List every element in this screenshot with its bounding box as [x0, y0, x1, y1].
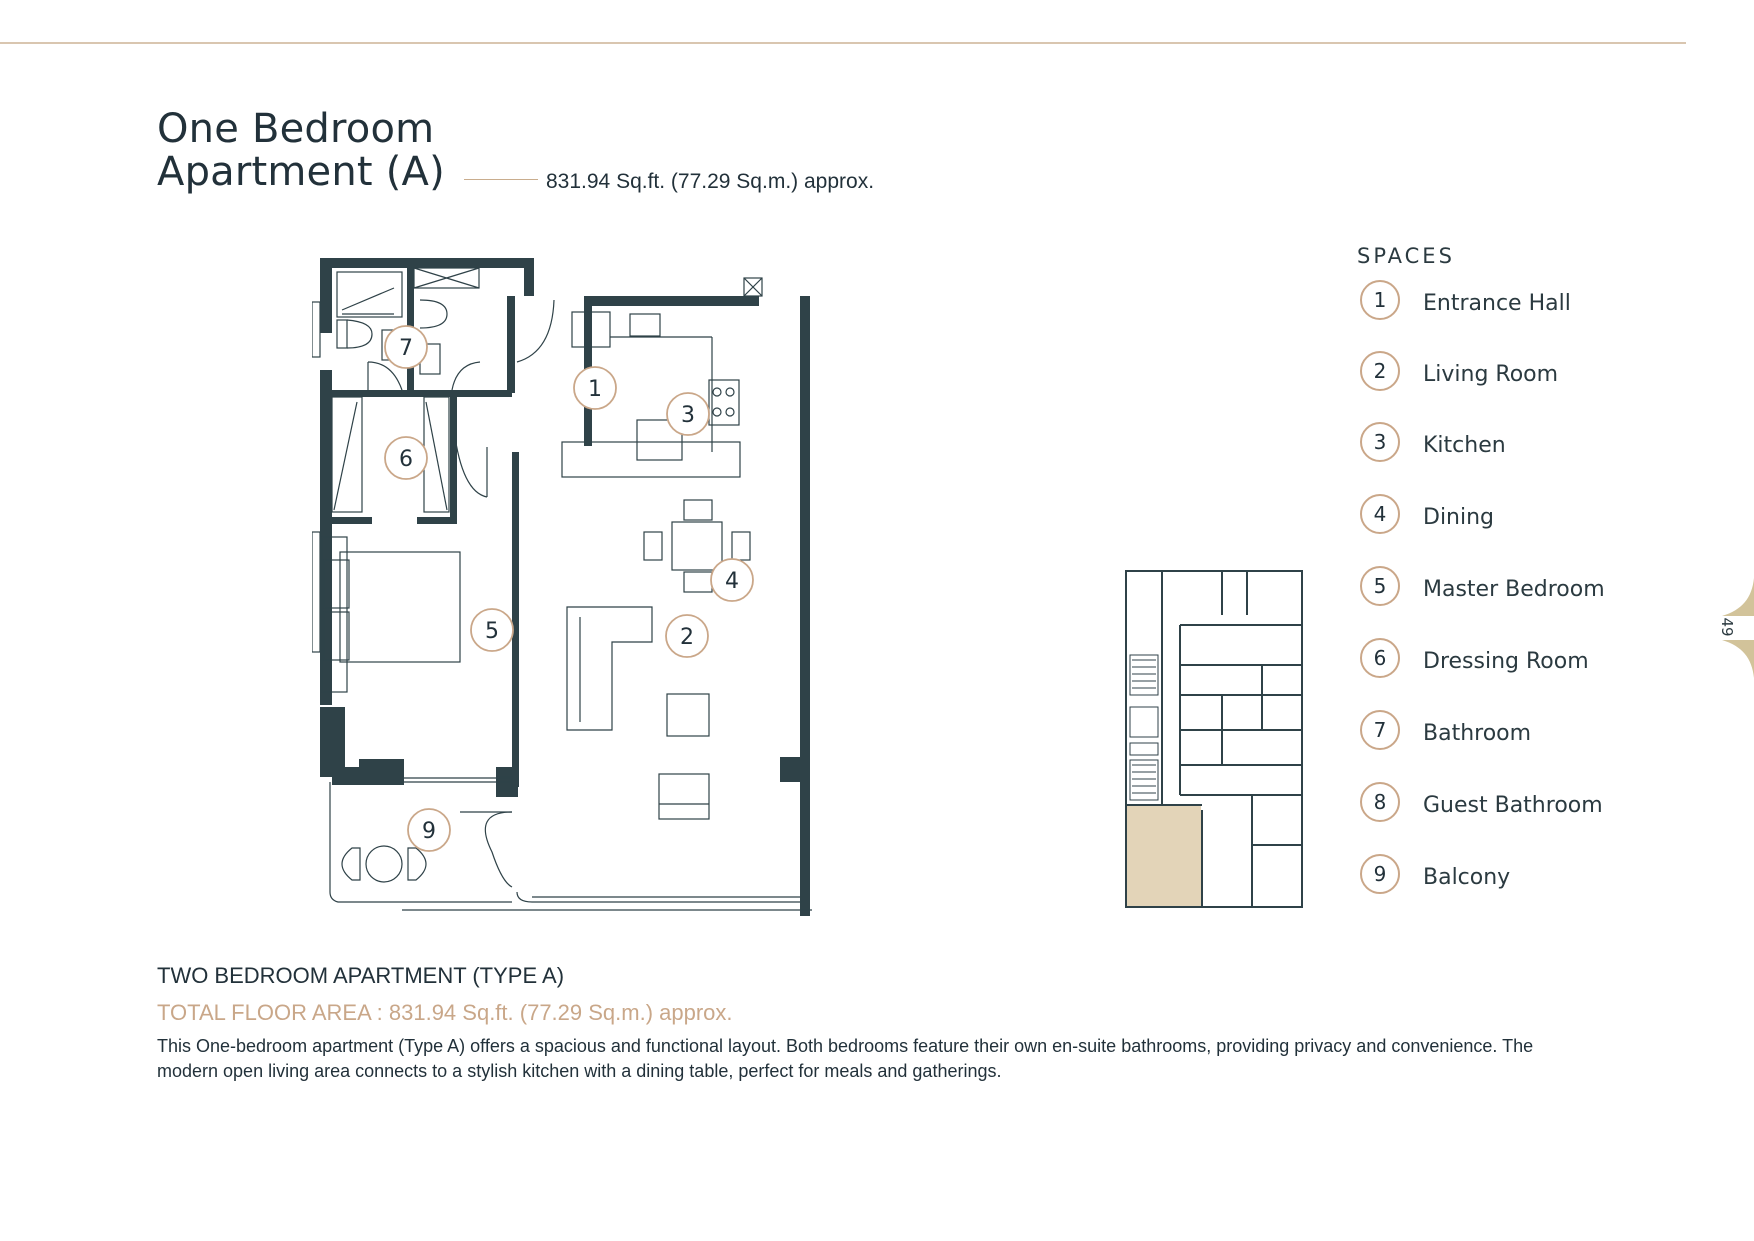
page-number: 49	[1718, 617, 1736, 637]
legend-label: Kitchen	[1423, 432, 1506, 458]
title-line-1: One Bedroom	[157, 106, 435, 152]
marker-5: 5	[485, 619, 499, 644]
apartment-description: This One-bedroom apartment (Type A) offers a spacious and functional layout. Both bedrooms feature their own en-suite bathrooms, providing privacy and convenience. The modern open living area connects to a stylish kitchen with a dining table, perfect for meals and gatherings.	[157, 1036, 1534, 1081]
title-line-2: Apartment (A)	[157, 149, 445, 195]
legend-label: Entrance Hall	[1423, 290, 1571, 316]
legend-item-entrance-hall	[1360, 280, 1571, 320]
legend-label: Balcony	[1423, 864, 1511, 890]
top-rule	[0, 42, 1686, 44]
marker-4: 4	[725, 569, 739, 594]
legend-item-kitchen	[1360, 422, 1506, 462]
page-title	[157, 108, 445, 194]
legend-number: 7	[1360, 710, 1400, 750]
legend-number: 6	[1360, 638, 1400, 678]
floor-plan	[312, 252, 822, 917]
legend-title: SPACES	[1357, 244, 1455, 268]
legend-item-dressing-room	[1360, 638, 1589, 678]
legend-label: Guest Bathroom	[1423, 792, 1603, 818]
legend-number: 9	[1360, 854, 1400, 894]
legend-label: Dining	[1423, 504, 1495, 530]
legend-item-bathroom	[1360, 710, 1531, 750]
legend-label: Dressing Room	[1423, 648, 1589, 674]
total-floor-area: TOTAL FLOOR AREA : 831.94 Sq.ft. (77.29 Sq.m.) approx.	[157, 1000, 733, 1025]
legend-item-living-room	[1360, 351, 1558, 391]
legend-number: 8	[1360, 782, 1400, 822]
legend-item-dining	[1360, 494, 1494, 534]
legend-number: 5	[1360, 566, 1400, 606]
marker-6: 6	[399, 447, 413, 472]
legend-item-master-bedroom	[1360, 566, 1605, 606]
legend-item-guest-bathroom	[1360, 782, 1603, 822]
area-summary: 831.94 Sq.ft. (77.29 Sq.m.) approx.	[546, 170, 875, 193]
legend-item-balcony	[1360, 854, 1510, 894]
area-divider	[464, 179, 538, 180]
marker-3: 3	[681, 403, 695, 428]
unit-highlight	[1126, 805, 1201, 907]
spaces-legend	[1357, 244, 1455, 274]
marker-1: 1	[588, 377, 602, 402]
legend-number: 3	[1360, 422, 1400, 462]
legend-number: 4	[1360, 494, 1400, 534]
key-plan	[1122, 565, 1307, 917]
legend-label: Bathroom	[1423, 720, 1532, 746]
apartment-type-heading: TWO BEDROOM APARTMENT (TYPE A)	[157, 963, 565, 988]
legend-number: 1	[1360, 280, 1400, 320]
marker-2: 2	[680, 625, 694, 650]
legend-label: Living Room	[1423, 361, 1559, 387]
marker-9: 9	[422, 819, 436, 844]
legend-label: Master Bedroom	[1423, 576, 1605, 602]
marker-7: 7	[399, 336, 413, 361]
legend-number: 2	[1360, 351, 1400, 391]
